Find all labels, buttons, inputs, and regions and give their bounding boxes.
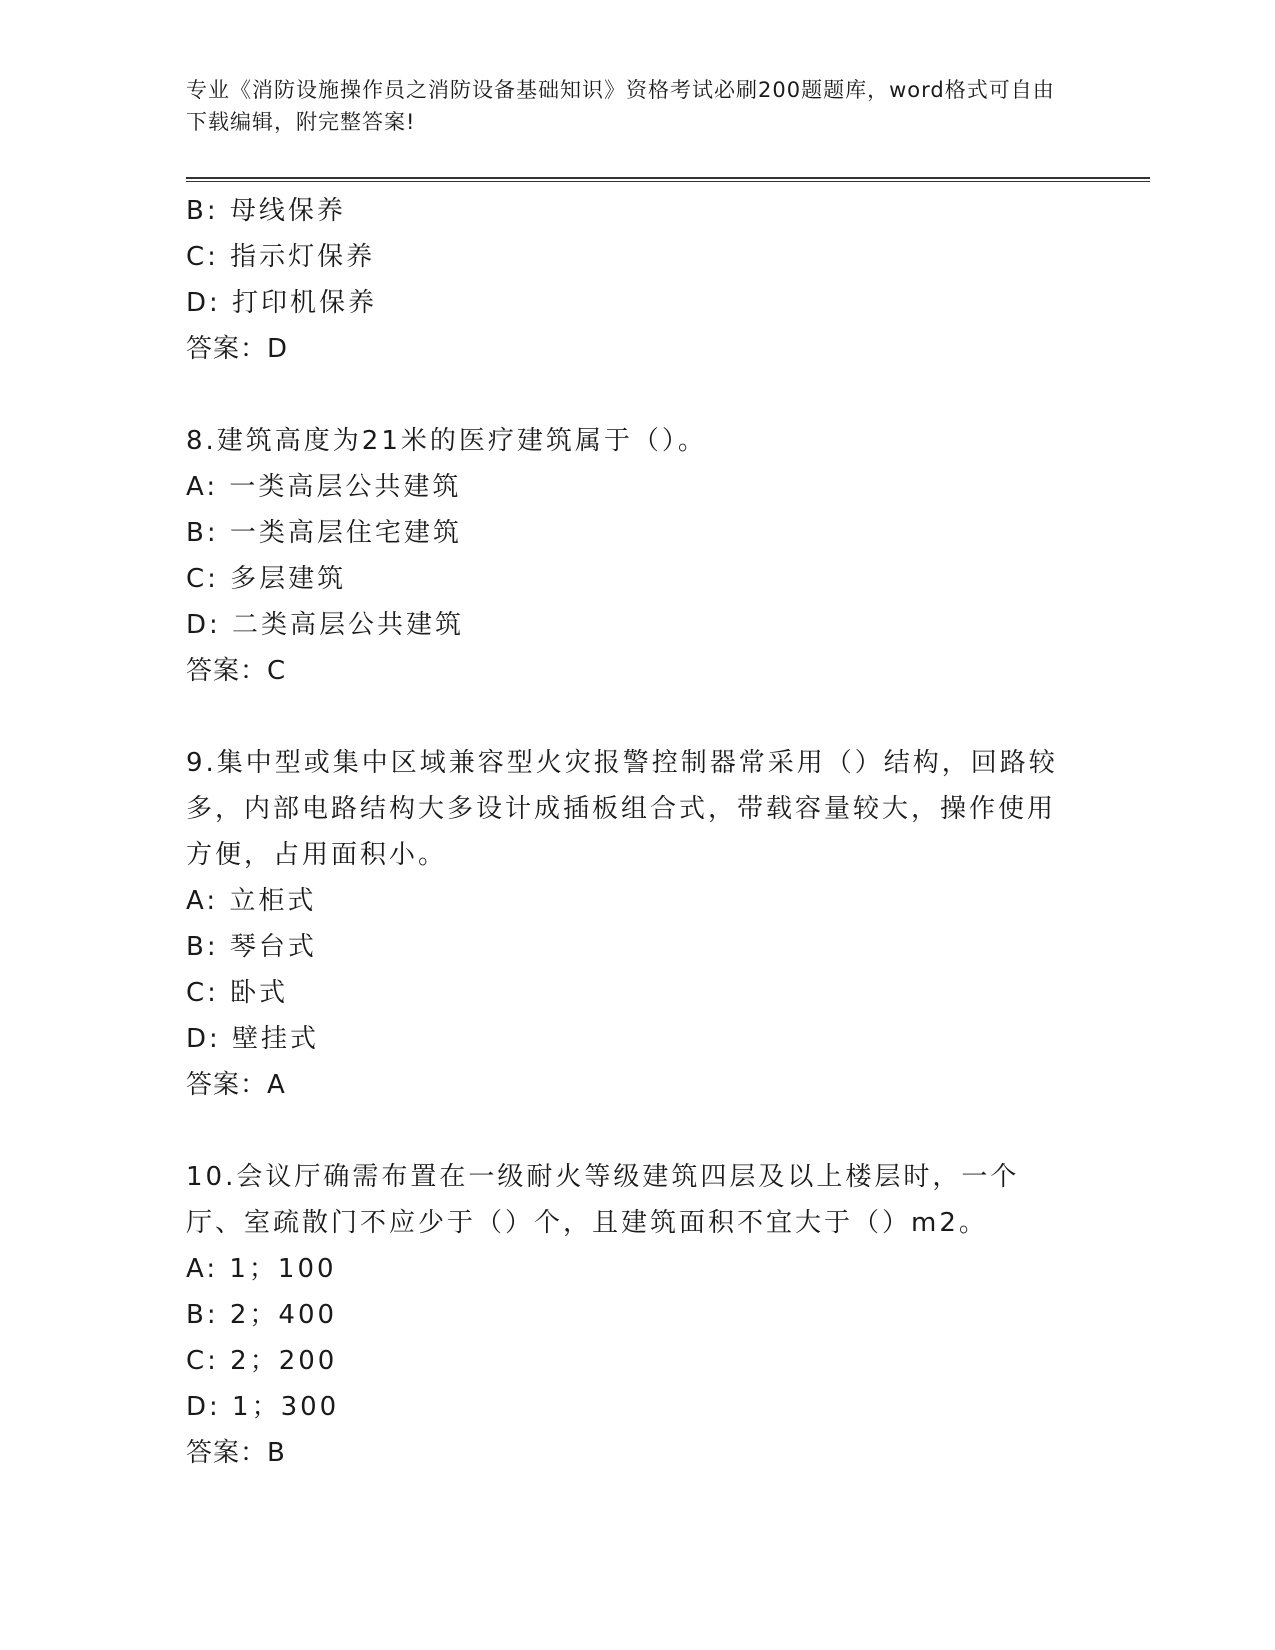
option-b: B: 母线保养 [186,196,346,226]
question-stem: 9.集中型或集中区域兼容型火灾报警控制器常采用（）结构，回路较多，内部电路结构大多设计成插板组合式，带载容量较大，操作使用方便，占用面积小。 [186,748,1058,870]
spacer [186,372,1076,418]
option-b: B: 琴台式 [186,932,317,962]
question-stem: 8.建筑高度为21米的医疗建筑属于（）。 [186,426,707,456]
option-d: D: 打印机保养 [186,288,378,318]
option-a: A: 立柜式 [186,886,317,916]
option-c: C: 指示灯保养 [186,242,376,272]
document-header: 专业《消防设施操作员之消防设备基础知识》资格考试必刷200题题库，word格式可自由下载编辑，附完整答案! [186,78,1055,134]
option-a: A: 一类高层公共建筑 [186,472,462,502]
option-c: C: 2；200 [186,1346,338,1376]
option-d: D: 壁挂式 [186,1024,320,1054]
answer-line: 答案：A [186,1070,286,1100]
answer-line: 答案：D [186,334,289,364]
option-d: D: 1；300 [186,1392,340,1422]
document-body [186,188,1076,1476]
question-stem: 10.会议厅确需布置在一级耐火等级建筑四层及以上楼层时，一个厅、室疏散门不应少于（）个，且建筑面积不宜大于（）m2。 [186,1162,1020,1238]
answer-line: 答案：B [186,1438,286,1468]
option-d: D: 二类高层公共建筑 [186,610,465,640]
header-divider [186,177,1150,182]
option-a: A: 1；100 [186,1254,337,1284]
option-c: C: 多层建筑 [186,564,347,594]
spacer [186,1108,1076,1154]
spacer [186,694,1076,740]
option-c: C: 卧式 [186,978,289,1008]
question-8 [186,418,1076,694]
question-9 [186,740,1076,1108]
question-10 [186,1154,1076,1476]
option-b: B: 一类高层住宅建筑 [186,518,462,548]
option-b: B: 2；400 [186,1300,338,1330]
question-7-continuation [186,188,1076,372]
answer-line: 答案：C [186,656,287,686]
